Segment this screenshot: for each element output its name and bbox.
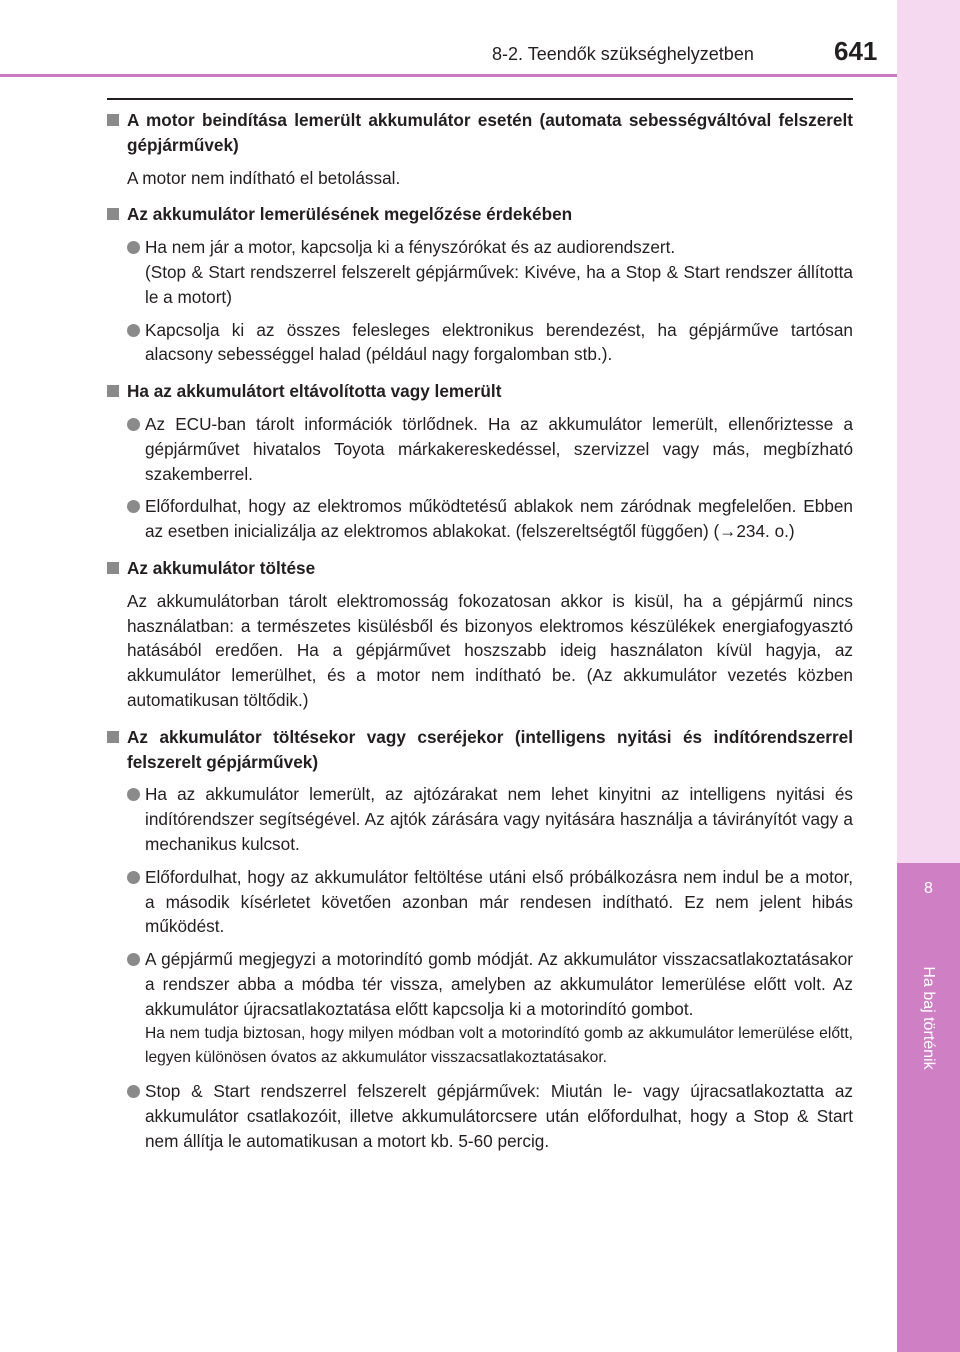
list-item — [127, 947, 853, 1071]
square-bullet-icon — [107, 385, 119, 397]
side-margin-band — [897, 0, 960, 863]
section-title: Ha az akkumulátort eltávolította vagy lemerült — [127, 381, 502, 402]
square-bullet-icon — [107, 208, 119, 220]
round-bullet-icon — [127, 953, 140, 966]
list-item-text: Előfordulhat, hogy az akkumulátor feltöltése utáni első próbálkozásra nem indul be a motor, a második kísérletet követően azonban már rendesen indítható. Ez nem jelent hibás működést. — [145, 866, 853, 937]
round-bullet-icon — [127, 418, 140, 431]
list-item — [127, 412, 853, 486]
section-text: A motor nem indítható el betolással. — [127, 167, 401, 188]
list-item — [127, 318, 853, 368]
section-text: Az akkumulátorban tárolt elektromosság fokozatosan akkor is kisül, ha a gépjármű nincs használatban: a természetes kisülésből és bizonyos elektromos készülékek energiafogyasztó hatásából eredően. Ha a gépjárművet hoszszabb ideig használaton kívül hagyja, az akkumulátor lemerülhet, és a motor nem indítható be. (Az akkumulátor vezetés közben automatikusan töltődik.) — [127, 590, 853, 710]
section-prevent-discharge — [107, 202, 853, 367]
section-battery-removed — [107, 379, 853, 544]
list-item — [127, 494, 853, 544]
chapter-tab-number: 8 — [924, 880, 933, 897]
square-bullet-icon — [107, 562, 119, 574]
chapter-tab-label: Ha baj történik — [920, 966, 937, 1070]
square-bullet-icon — [107, 731, 119, 743]
list-item-note: Ha nem tudja biztosan, hogy milyen módban volt a motorindító gomb az akkumulátor lemerülése előtt, legyen különösen óvatos az akkumulátor visszacsatlakoztatásakor. — [145, 1024, 853, 1067]
section-title: Az akkumulátor töltése — [127, 557, 316, 578]
list-item — [127, 235, 853, 309]
page-content — [107, 102, 853, 1153]
list-item-text: Ha az akkumulátor lemerült, az ajtózárakat nem lehet kinyitni az intelligens nyitási és indítórendszer segítségével. Az ajtók zárására vagy nyitására használja a távirányítót vagy a mechanikus kulcsot. — [145, 784, 853, 854]
round-bullet-icon — [127, 500, 140, 513]
section-battery-charging — [107, 556, 853, 713]
list-item — [127, 865, 853, 939]
section-title: Az akkumulátor lemerülésének megelőzése érdekében — [127, 204, 573, 225]
section-title: Az akkumulátor töltésekor vagy cseréjekor (intelligens nyitási és indítórendszerrel felszerelt gépjárművek) — [127, 726, 853, 772]
list-item-note: (Stop & Start rendszerrel felszerelt gépjárművek: Kivéve, ha a Stop & Start rendszer állította le a motort) — [145, 261, 853, 307]
header-rule — [0, 74, 897, 77]
list-item-text: Kapcsolja ki az összes felesleges elektronikus berendezést, ha gépjárműve tartósan alacsony sebességgel halad (például nagy forgalomban stb.). — [145, 319, 853, 365]
list-item-text: Ha nem jár a motor, kapcsolja ki a fényszórókat és az audiorendszert. — [145, 237, 676, 258]
round-bullet-icon — [127, 871, 140, 884]
chapter-heading: 8-2. Teendők szükséghelyzetben — [492, 44, 754, 64]
round-bullet-icon — [127, 324, 140, 337]
list-item-text: Stop & Start rendszerrel felszerelt gépjárművek: Miután le- vagy újracsatlakoztatta az akkumulátor csatlakozóit, illetve akkumulátorcsere után előfordulhat, hogy a Stop & Start nem állítja le automatikusan a motort kb. 5-60 percig. — [145, 1081, 853, 1151]
list-item — [127, 1079, 853, 1153]
round-bullet-icon — [127, 788, 140, 801]
list-item-text: A gépjármű megjegyzi a motorindító gomb módját. Az akkumulátor visszacsatlakoztatásakor a rendszer abba a módba tér vissza, amelyben az akkumulátor lemerülése előtt volt. Az akkumulátor újracsatlakoztatása előtt kapcsolja ki a motorindító gombot. — [145, 949, 853, 1019]
list-item-text: Az ECU-ban tárolt információk törlődnek. Ha az akkumulátor lemerült, ellenőriztesse a gépjárművet hivatalos Toyota márkakereskedéssel, szervizzel vagy más, megbízható szakemberrel. — [145, 413, 853, 484]
list-item-text: Előfordulhat, hogy az elektromos működtetésű ablakok nem záródnak megfelelően. Ebben az esetben inicializálja az elektromos ablakokat. (felszereltségtől függően) (→234. o.) — [145, 496, 853, 542]
content-top-rule — [107, 98, 853, 100]
round-bullet-icon — [127, 1085, 140, 1098]
page-number: 641 — [834, 36, 878, 66]
list-item — [127, 782, 853, 856]
chapter-side-tab — [897, 863, 960, 1352]
round-bullet-icon — [127, 241, 140, 254]
section-charging-replacing — [107, 725, 853, 1154]
square-bullet-icon — [107, 114, 119, 126]
section-engine-start — [107, 108, 853, 190]
section-title: A motor beindítása lemerült akkumulátor esetén (automata sebességváltóval felszerelt gépjárművek) — [127, 110, 853, 155]
